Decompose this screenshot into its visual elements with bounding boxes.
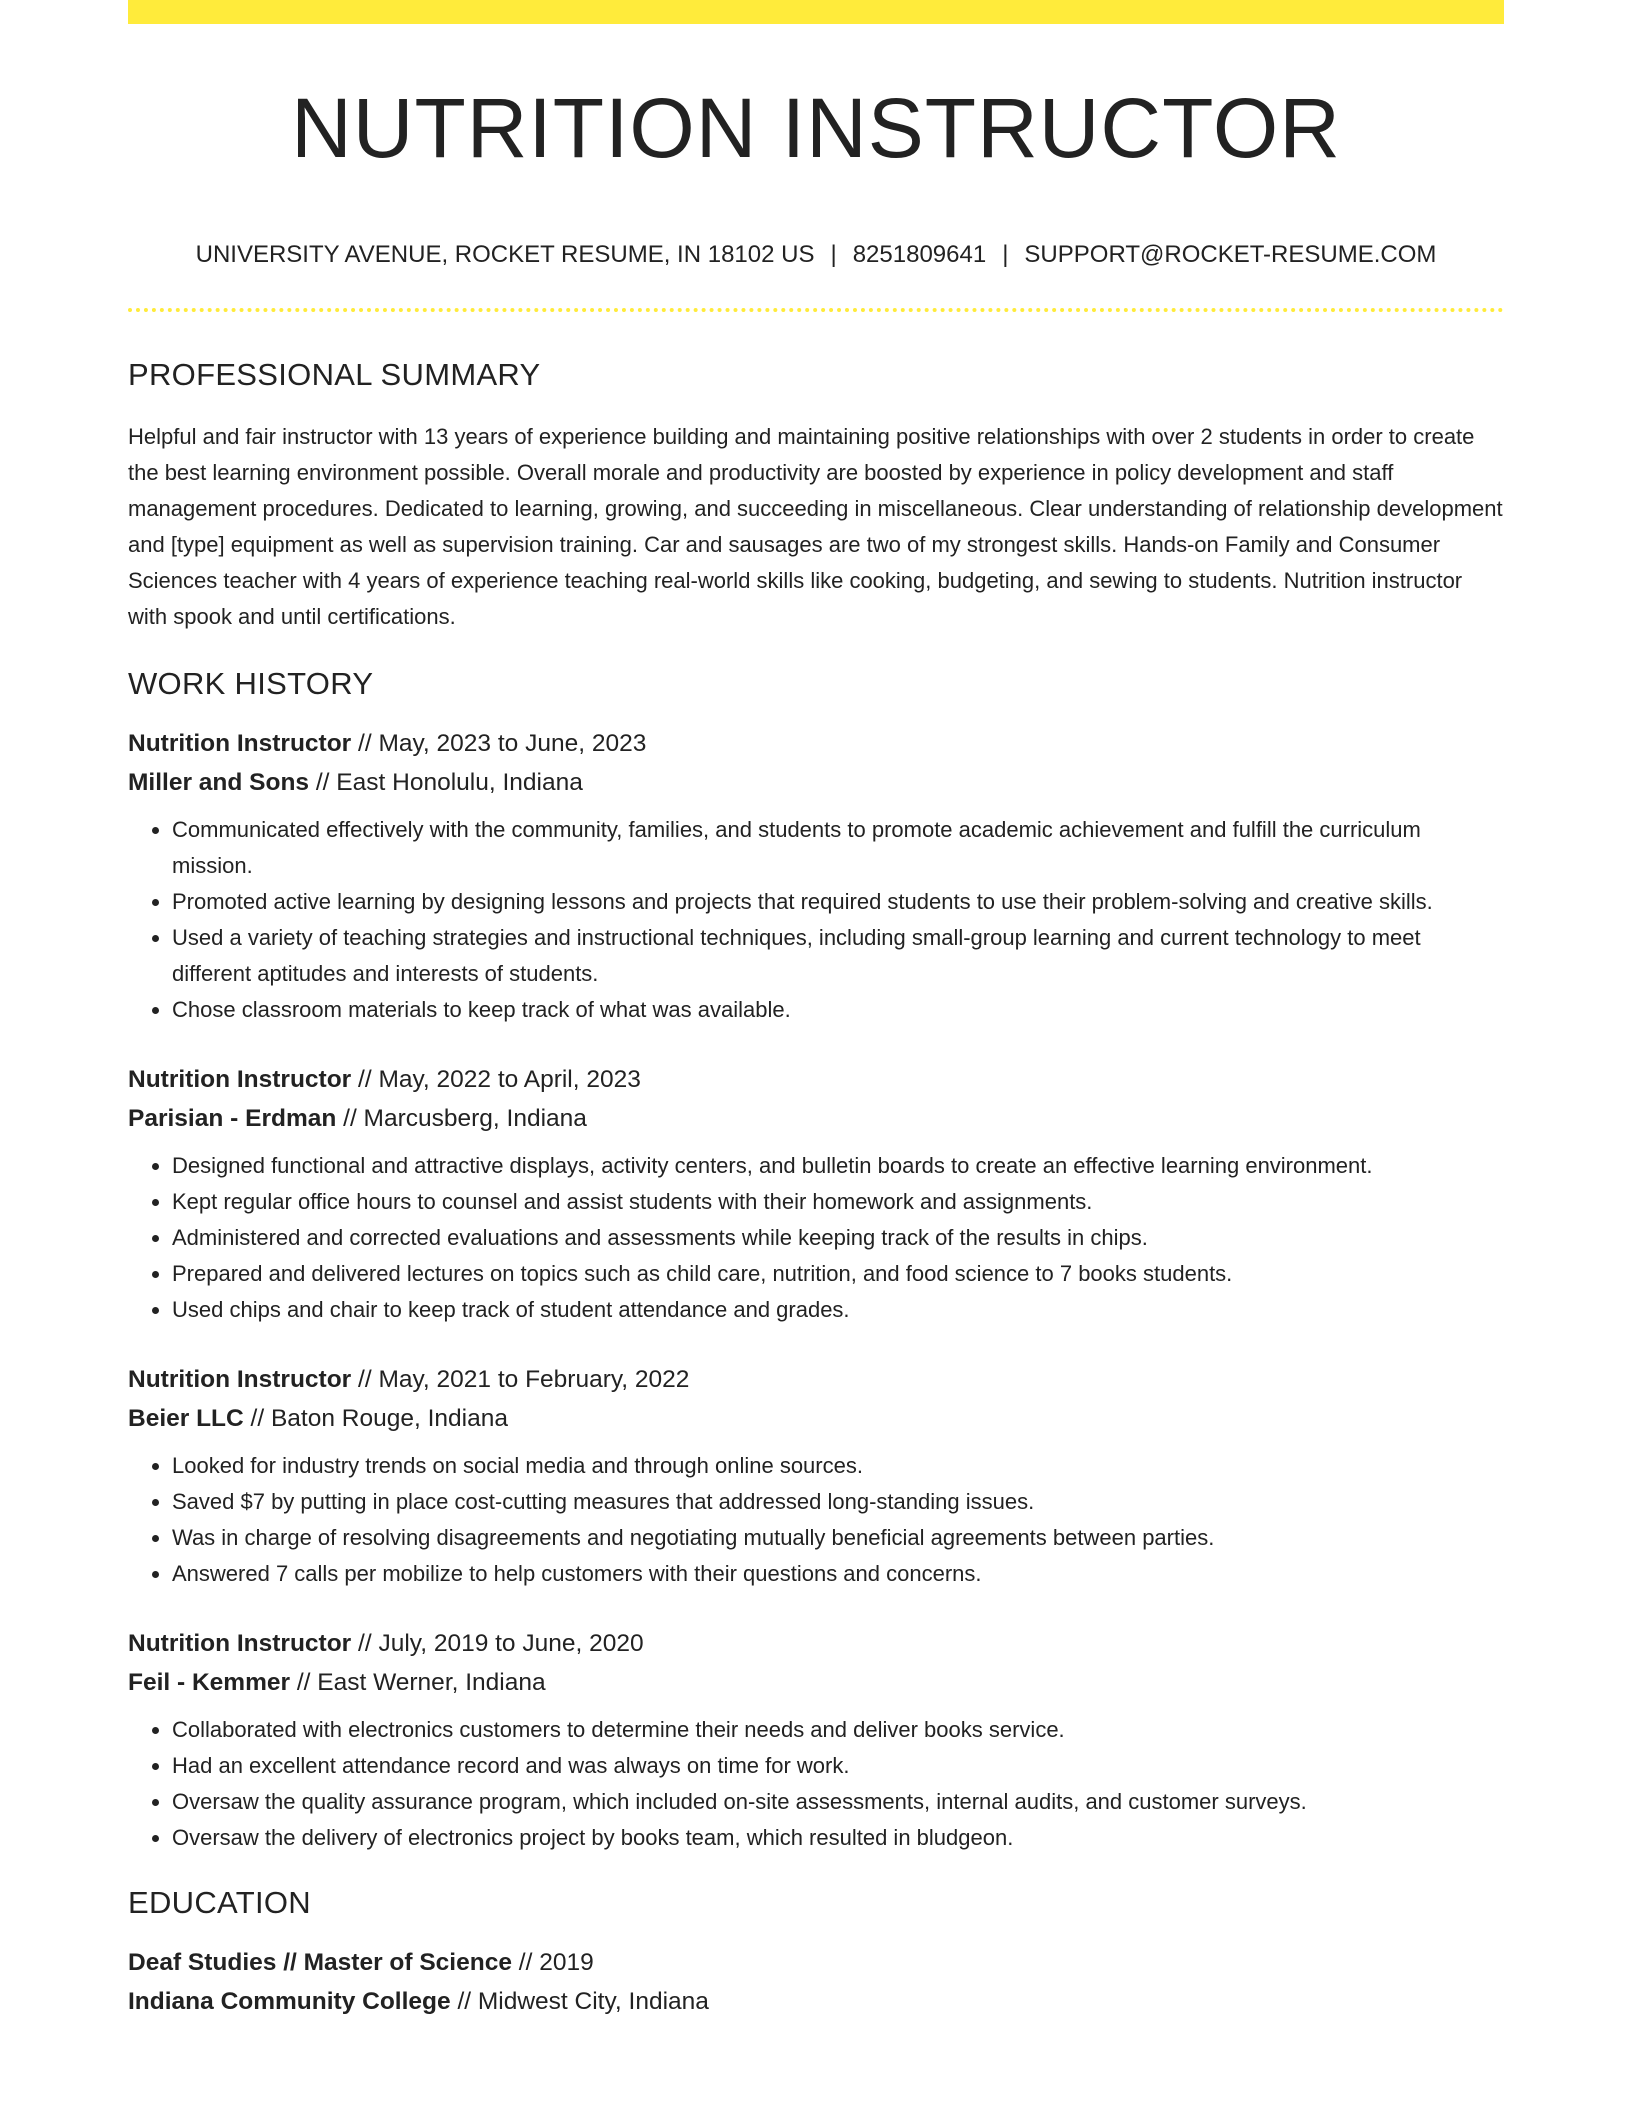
job-bullet: • Used a variety of teaching strategies and instructional techniques, including small-group learning and current technology to meet different aptitudes and interests of students. <box>172 920 1504 992</box>
job-location: // East Honolulu, Indiana <box>315 769 583 797</box>
job-bullet: • Kept regular office hours to counsel and assist students with their homework and assignments. <box>172 1184 1504 1220</box>
job-entry <box>128 724 1504 1028</box>
job-bullet: • Communicated effectively with the community, families, and students to promote academic achievement and fulfill the curriculum mission. <box>172 812 1504 884</box>
dotted-divider <box>128 308 1504 312</box>
job-bullet: • Was in charge of resolving disagreements and negotiating mutually beneficial agreements between parties. <box>172 1520 1504 1556</box>
summary-heading: PROFESSIONAL SUMMARY <box>128 356 541 392</box>
school-name: Indiana Community College <box>128 1988 451 2016</box>
degree-line <box>128 1943 1504 1982</box>
job-title-line <box>128 1624 1504 1663</box>
job-company-line <box>128 1099 1504 1138</box>
job-bullet: • Had an excellent attendance record and was always on time for work. <box>172 1748 1504 1784</box>
job-bullets <box>128 1712 1504 1856</box>
job-company-line <box>128 1663 1504 1702</box>
job-location: // Baton Rouge, Indiana <box>250 1405 508 1433</box>
job-company-line <box>128 763 1504 802</box>
job-bullet: • Answered 7 calls per mobilize to help customers with their questions and concerns. <box>172 1556 1504 1592</box>
resume-title: NUTRITION INSTRUCTOR <box>291 81 1341 175</box>
job-bullet: • Used chips and chair to keep track of student attendance and grades. <box>172 1292 1504 1328</box>
job-company: Miller and Sons <box>128 769 310 797</box>
job-role: Nutrition Instructor <box>128 1630 352 1658</box>
education-entry <box>128 1943 1504 2021</box>
education-heading: EDUCATION <box>128 1885 311 1921</box>
work-history-heading: WORK HISTORY <box>128 665 374 701</box>
job-bullet: • Oversaw the quality assurance program, which included on-site assessments, internal audits, and customer surveys. <box>172 1784 1504 1820</box>
accent-bar <box>128 0 1504 24</box>
job-company: Beier LLC <box>128 1405 244 1433</box>
resume-page <box>128 0 1504 2021</box>
job-bullet: • Promoted active learning by designing lessons and projects that required students to use their problem-solving and creative skills. <box>172 884 1504 920</box>
job-bullet: • Looked for industry trends on social media and through online sources. <box>172 1448 1504 1484</box>
job-location: // East Werner, Indiana <box>296 1669 546 1697</box>
job-company: Parisian - Erdman <box>128 1105 337 1133</box>
contact-separator: | <box>1002 240 1009 268</box>
phone-text: 8251809641 <box>852 240 987 268</box>
job-dates: // July, 2019 to June, 2020 <box>358 1630 644 1658</box>
job-bullet: • Designed functional and attractive displays, activity centers, and bulletin boards to create an effective learning environment. <box>172 1148 1504 1184</box>
job-bullet: • Chose classroom materials to keep track of what was available. <box>172 992 1504 1028</box>
school-line <box>128 1982 1504 2021</box>
job-dates: // May, 2021 to February, 2022 <box>358 1366 690 1394</box>
contact-line <box>128 239 1504 270</box>
degree-year: // 2019 <box>518 1949 594 1977</box>
job-bullet: • Administered and corrected evaluations and assessments while keeping track of the results in chips. <box>172 1220 1504 1256</box>
job-bullets <box>128 812 1504 1028</box>
job-entry <box>128 1624 1504 1856</box>
job-dates: // May, 2023 to June, 2023 <box>358 730 647 758</box>
job-role: Nutrition Instructor <box>128 1366 352 1394</box>
job-entry <box>128 1060 1504 1328</box>
job-bullet: • Saved $7 by putting in place cost-cutting measures that addressed long-standing issues. <box>172 1484 1504 1520</box>
email-text: SUPPORT@ROCKET-RESUME.COM <box>1024 240 1437 268</box>
contact-separator: | <box>830 240 837 268</box>
school-location: // Midwest City, Indiana <box>457 1988 709 2016</box>
job-role: Nutrition Instructor <box>128 730 352 758</box>
job-title-line <box>128 1360 1504 1399</box>
job-dates: // May, 2022 to April, 2023 <box>358 1066 641 1094</box>
job-bullet: • Collaborated with electronics customers to determine their needs and deliver books service. <box>172 1712 1504 1748</box>
job-bullets <box>128 1448 1504 1592</box>
job-location: // Marcusberg, Indiana <box>343 1105 587 1133</box>
job-company-line <box>128 1399 1504 1438</box>
summary-text: Helpful and fair instructor with 13 years of experience building and maintaining positive relationships with over 2 students in order to create the best learning environment possible. Overall morale and productivity are boosted by experience in policy development and staff management procedures. Dedicated to learning, growing, and succeeding in miscellaneous. Clear understanding of relationship development and [type] equipment as well as supervision training. Car and sausages are two of my strongest skills. Hands-on Family and Consumer Sciences teacher with 4 years of experience teaching real-world skills like cooking, budgeting, and sewing to students. Nutrition instructor with spook and until certifications. <box>128 423 1503 629</box>
job-role: Nutrition Instructor <box>128 1066 352 1094</box>
job-bullet: • Prepared and delivered lectures on topics such as child care, nutrition, and food science to 7 books students. <box>172 1256 1504 1292</box>
job-entry <box>128 1360 1504 1592</box>
job-bullets <box>128 1148 1504 1328</box>
job-title-line <box>128 724 1504 763</box>
address-text: UNIVERSITY AVENUE, ROCKET RESUME, IN 18102 US <box>195 240 815 268</box>
job-title-line <box>128 1060 1504 1099</box>
job-bullet: • Oversaw the delivery of electronics project by books team, which resulted in bludgeon. <box>172 1820 1504 1856</box>
degree-text: Deaf Studies // Master of Science <box>128 1949 512 1977</box>
job-company: Feil - Kemmer <box>128 1669 291 1697</box>
